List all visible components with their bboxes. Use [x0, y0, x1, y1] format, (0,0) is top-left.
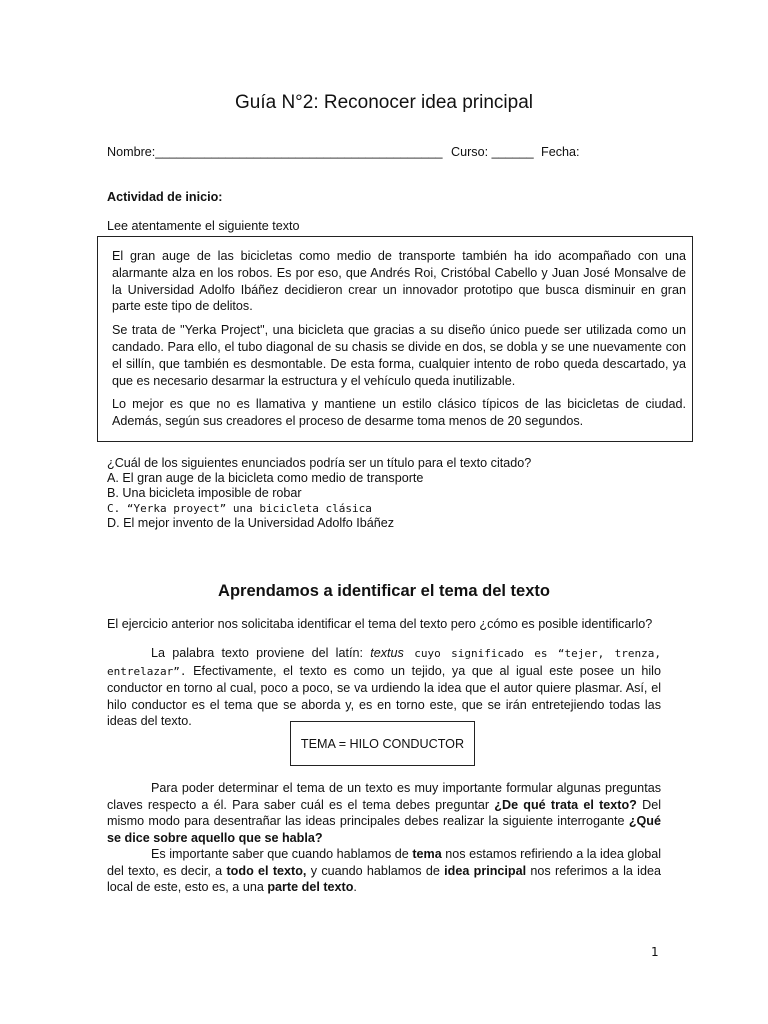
bold-term: parte del texto [267, 880, 354, 894]
section-intro: El ejercicio anterior nos solicitaba identificar el tema del texto pero ¿cómo es posible identificarlo? [107, 617, 653, 631]
bold-question: ¿De qué trata el texto? [494, 797, 637, 812]
paragraph-text: Efectivamente, el texto es como un tejido, ya que al igual este posee un hilo conductor en torno al cual, poco a poco, se va urdiendo la idea que el autor quiere plasmar. Así, el hilo conductor es el tema que se aborda y, es en torno este, que se irán entretejiendo todas las ideas del texto. [107, 663, 661, 728]
activity-heading: Actividad de inicio: [107, 190, 223, 204]
paragraph-textus [107, 645, 661, 730]
reading-text-box [97, 236, 693, 442]
paragraph-text: . [353, 880, 357, 894]
bold-term: idea principal [444, 863, 527, 878]
page-title: Guía N°2: Reconocer idea principal [234, 92, 534, 113]
bold-term: tema [412, 847, 442, 861]
bold-question: ¿Qué se dice sobre aquello que se habla? [107, 814, 661, 845]
activity-instruction: Lee atentamente el siguiente texto [107, 219, 300, 233]
paragraph-text: y cuando hablamos de [306, 863, 445, 878]
paragraph-text: cuyo significado es “tejer, trenza, entrelazar”. [107, 647, 661, 678]
question-text: ¿Cuál de los siguientes enunciados podría ser un título para el texto citado? [107, 456, 532, 470]
bold-term: todo el texto, [226, 863, 307, 878]
paragraph-text: Del mismo modo para desentrañar las ideas principales debes realizar la siguiente interrogante [107, 797, 661, 828]
paragraph-questions [107, 780, 661, 896]
theme-definition-text: TEMA = HILO CONDUCTOR [300, 736, 465, 751]
name-field-label: Nombre:_________________________________________ [107, 145, 443, 159]
section-heading: Aprendamos a identificar el tema del texto [218, 582, 550, 600]
option-a: A. El gran auge de la bicicleta como medio de transporte [107, 471, 424, 485]
reading-paragraph: Lo mejor es que no es llamativa y mantiene un estilo clásico típicos de las bicicletas de ciudad. Además, según sus creadores el proceso de desarme toma menos de 20 segundos. [112, 397, 686, 429]
reading-paragraph: El gran auge de las bicicletas como medio de transporte también ha ido acompañado con una alarmante alza en los robos. Es por eso, que Andrés Roi, Cristóbal Cabello y Juan José Monsalve de la Universidad Adolfo Ibáñez decidieron crear un innovador prototipo que busca disminuir en gran parte este tipo de delitos. [112, 249, 686, 314]
latin-word: textus [370, 646, 404, 660]
paragraph-text: Es importante saber que cuando hablamos de [151, 847, 413, 861]
theme-definition-box [290, 721, 475, 766]
reading-paragraph: Se trata de "Yerka Project", una bicicleta que gracias a su diseño único puede ser utilizada como un candado. Para ello, el tubo diagonal de su chasis se divide en dos, se dobla y se une nuevamente con el sillín, que también es desmontable. De esta forma, cualquier intento de robo queda descartado, ya que es necesario desarmar la estructura y el vehículo queda inutilizable. [112, 323, 686, 388]
paragraph-text: La palabra texto proviene del latín: [151, 646, 371, 660]
paragraph-text: Para poder determinar el tema de un texto es muy importante formular algunas preguntas claves respecto a él. Para saber cuál es el tema debes preguntar [107, 781, 661, 812]
option-c: C. “Yerka proyect” una bicicleta clásica [107, 502, 372, 515]
option-b: B. Una bicicleta imposible de robar [107, 486, 302, 500]
course-field-label: Curso: ______ [451, 145, 534, 159]
page-number: 1 [651, 945, 659, 959]
paragraph-text: nos referimos a la idea local de este, esto es, a una [107, 863, 661, 894]
date-field-label: Fecha: [541, 145, 580, 159]
paragraph-text: nos estamos refiriendo a la idea global del texto, es decir, a [107, 847, 662, 878]
option-d: D. El mejor invento de la Universidad Adolfo Ibáñez [107, 516, 395, 530]
